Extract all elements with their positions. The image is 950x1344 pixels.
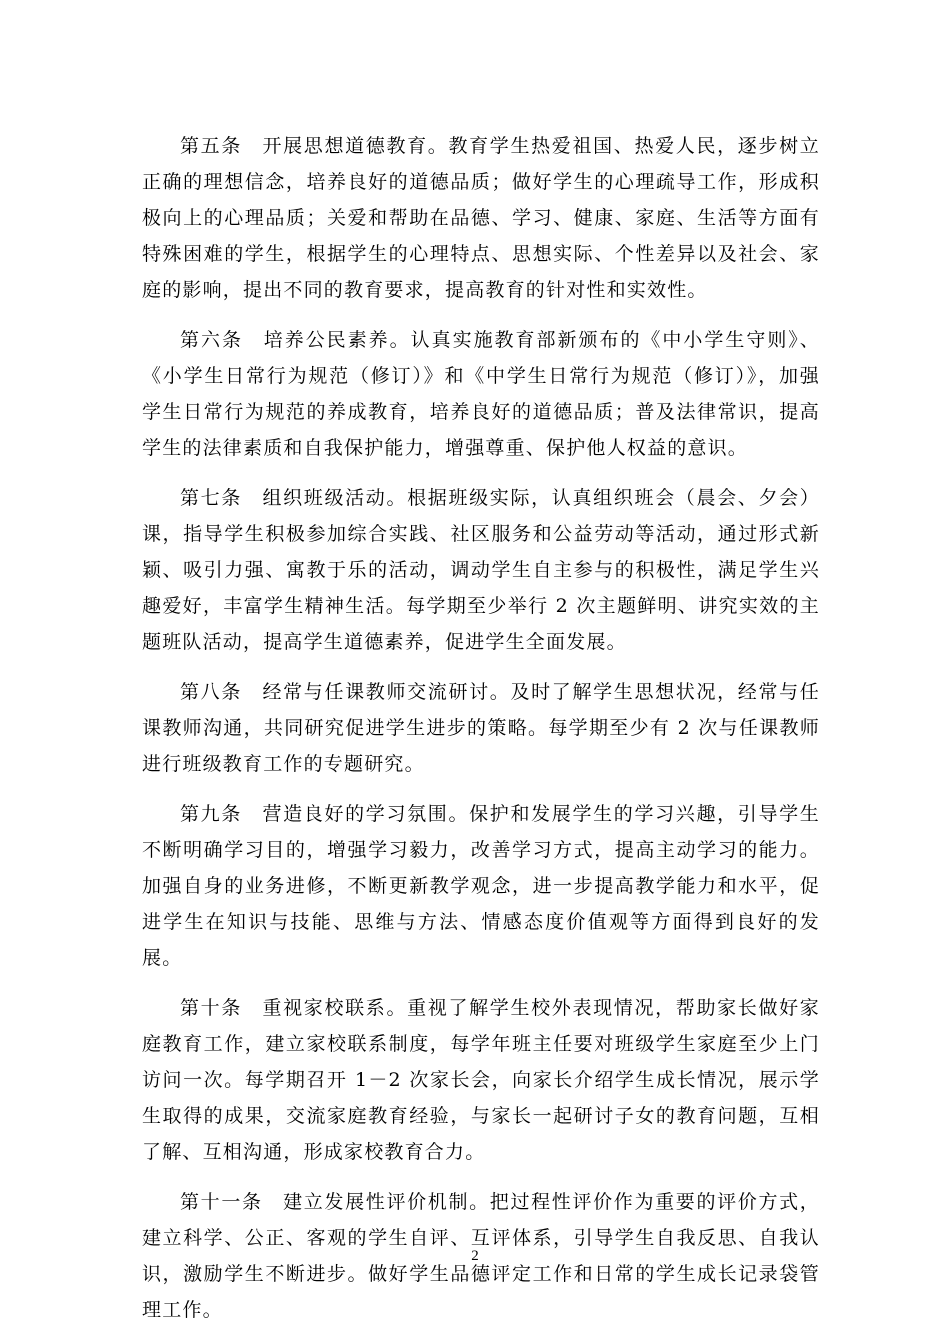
article-7 [142, 480, 820, 660]
article-heading: 第五条 [180, 135, 242, 157]
article-heading: 第六条 [180, 329, 243, 351]
article-text: 经常与任课教师交流研讨。及时了解学生思想状况，经常与任课教师沟通，共同研究促进学生进步的策略。每学期至少有 2 次与任课教师进行班级教育工作的专题研究。 [142, 681, 820, 775]
article-5 [142, 128, 820, 308]
document-body [142, 128, 820, 1342]
article-heading: 第八条 [180, 681, 242, 703]
article-text: 培养公民素养。认真实施教育部新颁布的《中小学生守则》、《小学生日常行为规范（修订）》和《中学生日常行为规范（修订）》，加强学生日常行为规范的养成教育，培养良好的道德品质；普及法律常识，提高学生的法律素质和自我保护能力，增强尊重、保护他人权益的意识。 [142, 329, 820, 459]
article-8 [142, 674, 820, 782]
article-10 [142, 990, 820, 1170]
article-heading: 第七条 [180, 487, 242, 509]
article-heading: 第九条 [180, 803, 242, 825]
article-text: 开展思想道德教育。教育学生热爱祖国、热爱人民，逐步树立正确的理想信念，培养良好的道德品质；做好学生的心理疏导工作，形成积极向上的心理品质；关爱和帮助在品德、学习、健康、家庭、生活等方面有特殊困难的学生，根据学生的心理特点、思想实际、个性差异以及社会、家庭的影响，提出不同的教育要求，提高教育的针对性和实效性。 [142, 135, 820, 301]
article-text: 组织班级活动。根据班级实际，认真组织班会（晨会、夕会）课，指导学生积极参加综合实践、社区服务和公益劳动等活动，通过形式新颖、吸引力强、寓教于乐的活动，调动学生自主参与的积极性，满足学生兴趣爱好，丰富学生精神生活。每学期至少举行 2 次主题鲜明、讲究实效的主题班队活动，提高学生道德素养，促进学生全面发展。 [142, 487, 820, 653]
article-9 [142, 796, 820, 976]
page-number: 2 [471, 1248, 479, 1264]
article-text: 重视家校联系。重视了解学生校外表现情况，帮助家长做好家庭教育工作，建立家校联系制度，每学年班主任要对班级学生家庭至少上门访问一次。每学期召开 1－2 次家长会，向家长介绍学生成长情况，展示学生取得的成果，交流家庭教育经验，与家长一起研讨子女的教育问题，互相了解、互相沟通，形成家校教育合力。 [142, 997, 820, 1163]
article-6 [142, 322, 820, 466]
article-heading: 第十一条 [180, 1191, 263, 1213]
article-text: 营造良好的学习氛围。保护和发展学生的学习兴趣，引导学生不断明确学习目的，增强学习毅力，改善学习方式，提高主动学习的能力。加强自身的业务进修，不断更新教学观念，进一步提高教学能力和水平，促进学生在知识与技能、思维与方法、情感态度价值观等方面得到良好的发展。 [142, 803, 820, 969]
article-text: 建立发展性评价机制。把过程性评价作为重要的评价方式，建立科学、公正、客观的学生自评、互评体系，引导学生自我反思、自我认识，激励学生不断进步。做好学生品德评定工作和日常的学生成长记录袋管理工作。 [142, 1191, 820, 1321]
article-heading: 第十条 [180, 997, 242, 1019]
